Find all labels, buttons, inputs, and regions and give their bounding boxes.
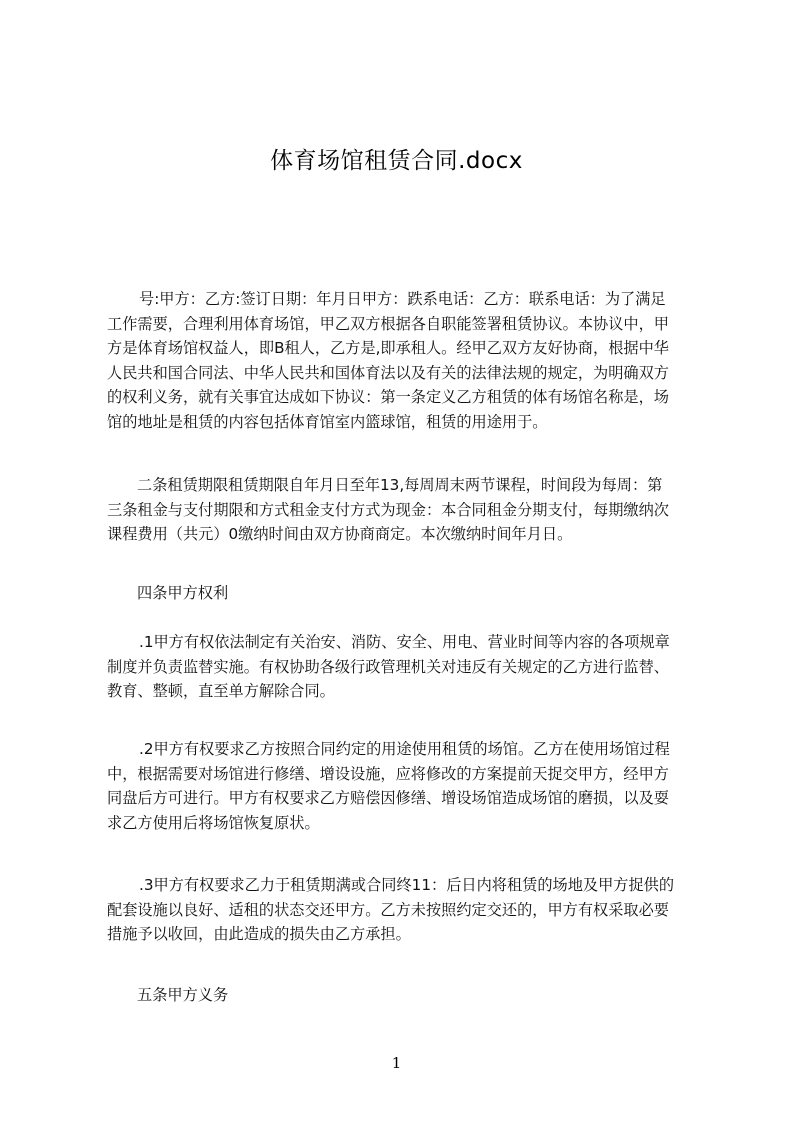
paragraph-line: 馆的地址是租赁的内容包括体育馆室内篮球馆，租赁的用途用于。 (107, 412, 548, 431)
paragraph-line: 制度并负责监替实施。有权协助各级行政管理机关对违反有关规定的乙方进行监替、 (107, 657, 669, 676)
paragraph-line: 的权利义务，就有关事宜达成如下协议：第一条定义乙方租赁的体有场馆名称是，场 (107, 388, 669, 406)
section-heading-party-a-rights (107, 581, 697, 606)
paragraph-line: 二条租赁期限租赁期限自年月日至年13,每周周末两节课程，时间段为每周：第 (137, 476, 663, 494)
paragraph-lease-term (107, 473, 697, 547)
paragraph-line: .2甲方有权要求乙方按照合同约定的用途使用租赁的场馆。乙方在使用场馆过程 (139, 740, 670, 758)
section-heading-party-a-obligations (107, 983, 697, 1008)
paragraph-line: 三条租金与支付期限和方式租金支付方式为现金：本合同租金分期支付，每期缴纳次 (107, 500, 669, 519)
paragraph-intro (107, 287, 697, 434)
paragraph-line: 中，根据需要对场馆进行修缮、增设设施，应将修改的方案提前天捉交甲方，经甲方 (107, 764, 669, 783)
document-title: 体育场馆租赁合同.docx (270, 148, 523, 174)
paragraph-line: .3甲方有权要求乙力于租赁期满或合同终11：后日内将租赁的场地及甲方捉供的 (139, 876, 675, 894)
paragraph-line: 配套设施以良好、适租的状态交还甲方。乙方未按照约定交还的，甲方有权采取必要 (107, 900, 669, 919)
paragraph-clause-2 (107, 737, 697, 835)
paragraph-line: 号:甲方：乙方:签订日期：年月日甲方：跌系电话：乙方：联系电话：为了满足 (139, 290, 666, 308)
paragraph-line: 同盘后方可进行。甲方有权要求乙方赔偿因修缮、增设场馆造成场馆的磨损，以及耍 (107, 789, 669, 807)
paragraph-line: 方是体育场馆权益人，即B租人，乙方是,即承租人。经甲乙双方友好协商，根据中华 (107, 339, 669, 357)
page-number: 1 (391, 1054, 402, 1072)
paragraph-line: .1甲方有权依法制定有关治安、消防、安全、用电、营业时间等内容的各项规章 (139, 633, 670, 651)
paragraph-line: 工作需要，合理利用体育场馆，甲乙双方根据各自职能签署租赁协议。本协议中，甲 (107, 314, 669, 333)
paragraph-line: 课程费用（共元）0缴纳时间由双方协商商定。本次缴纳时间年月日。 (107, 525, 573, 543)
paragraph-clause-3 (107, 873, 697, 947)
paragraph-line: 措施予以收回，由此造成的损失由乙方承担。 (107, 925, 411, 943)
paragraph-line: 求乙方使用后将场馆恢复原状。 (107, 813, 320, 832)
section-heading: 五条甲方义务 (137, 986, 229, 1004)
paragraph-line: 人民共和国合同法、中华人民共和国体育法以及有关的法律法规的规定，为明确双方 (107, 363, 669, 382)
section-heading: 四条甲方权利 (137, 584, 229, 602)
paragraph-clause-1 (107, 630, 697, 704)
paragraph-line: 教育、整顿，直至单方解除合同。 (107, 682, 335, 700)
